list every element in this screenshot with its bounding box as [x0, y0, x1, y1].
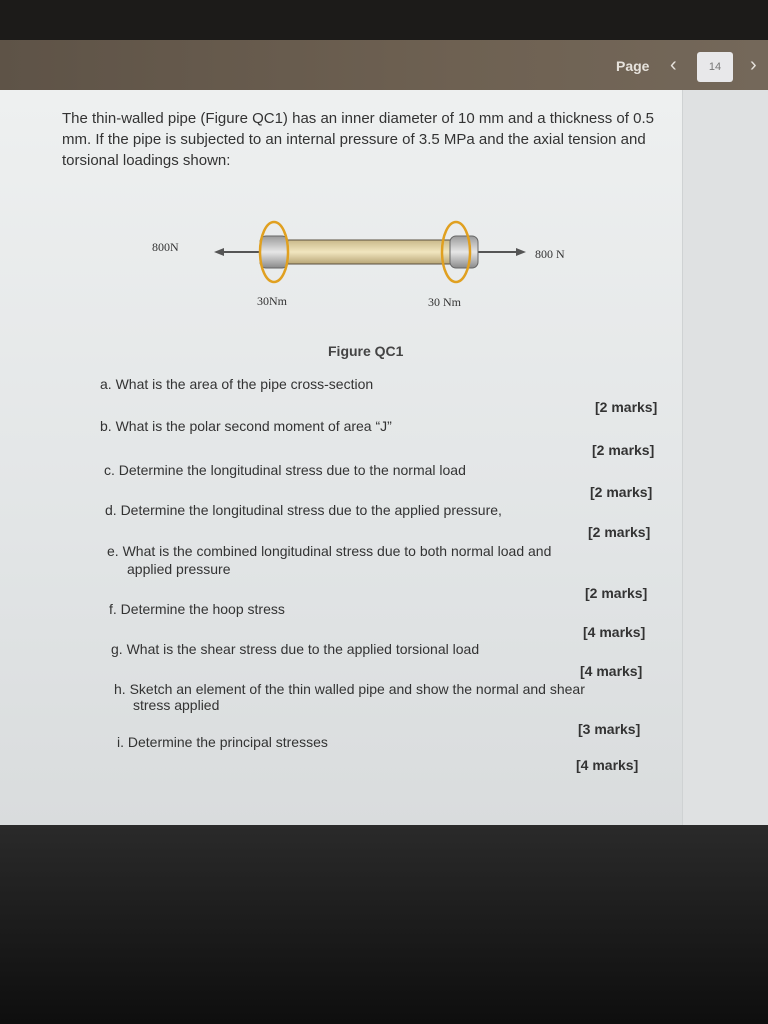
marks-h: [3 marks]	[578, 721, 641, 737]
chevron-right-icon[interactable]: ›	[750, 54, 757, 76]
screen-bezel	[0, 0, 768, 40]
marks-d: [2 marks]	[588, 524, 651, 540]
question-c: c. Determine the longitudinal stress due to the normal load	[104, 462, 466, 478]
question-h-line2: stress applied	[133, 697, 220, 713]
page-toolbar	[0, 40, 768, 90]
problem-statement: The thin-walled pipe (Figure QC1) has an inner diameter of 10 mm and a thickness of 0.5 mm. If the pipe is subjected to an internal pressure of 3.5 MPa and the axial tension and torsional loadings shown:	[62, 110, 654, 169]
question-a: a. What is the area of the pipe cross-section	[100, 376, 374, 392]
question-e-line2: applied pressure	[127, 561, 231, 577]
chevron-left-icon[interactable]: ‹	[670, 54, 677, 76]
marks-c: [2 marks]	[590, 484, 653, 500]
page-margin	[682, 90, 768, 825]
question-i: i. Determine the principal stresses	[117, 734, 328, 750]
marks-g: [4 marks]	[580, 663, 643, 679]
screen-bezel-bottom	[0, 825, 768, 1024]
marks-e: [2 marks]	[585, 585, 648, 601]
right-torque-label: 30 Nm	[428, 295, 461, 309]
figure-caption: Figure QC1	[328, 343, 404, 359]
page-number-input[interactable]: 14	[697, 52, 733, 82]
marks-i: [4 marks]	[576, 757, 639, 773]
question-h: h. Sketch an element of the thin walled pipe and show the normal and shear	[114, 681, 585, 697]
question-g: g. What is the shear stress due to the applied torsional load	[111, 641, 480, 657]
question-e: e. What is the combined longitudinal stress due to both normal load and	[107, 543, 552, 559]
right-end-cap	[450, 236, 478, 268]
marks-a: [2 marks]	[595, 399, 658, 415]
page-label: Page	[616, 58, 650, 74]
left-torque-label: 30Nm	[257, 294, 287, 308]
pipe-diagram	[200, 212, 540, 292]
pipe-body	[280, 240, 460, 264]
left-end-cap	[260, 236, 288, 268]
left-force-label: 800N	[152, 240, 179, 254]
question-d: d. Determine the longitudinal stress due to the applied pressure,	[105, 502, 502, 518]
right-force-label: 800 N	[535, 247, 565, 261]
question-b: b. What is the polar second moment of area “J”	[100, 418, 392, 434]
marks-b: [2 marks]	[592, 442, 655, 458]
question-f: f. Determine the hoop stress	[109, 601, 285, 617]
marks-f: [4 marks]	[583, 624, 646, 640]
